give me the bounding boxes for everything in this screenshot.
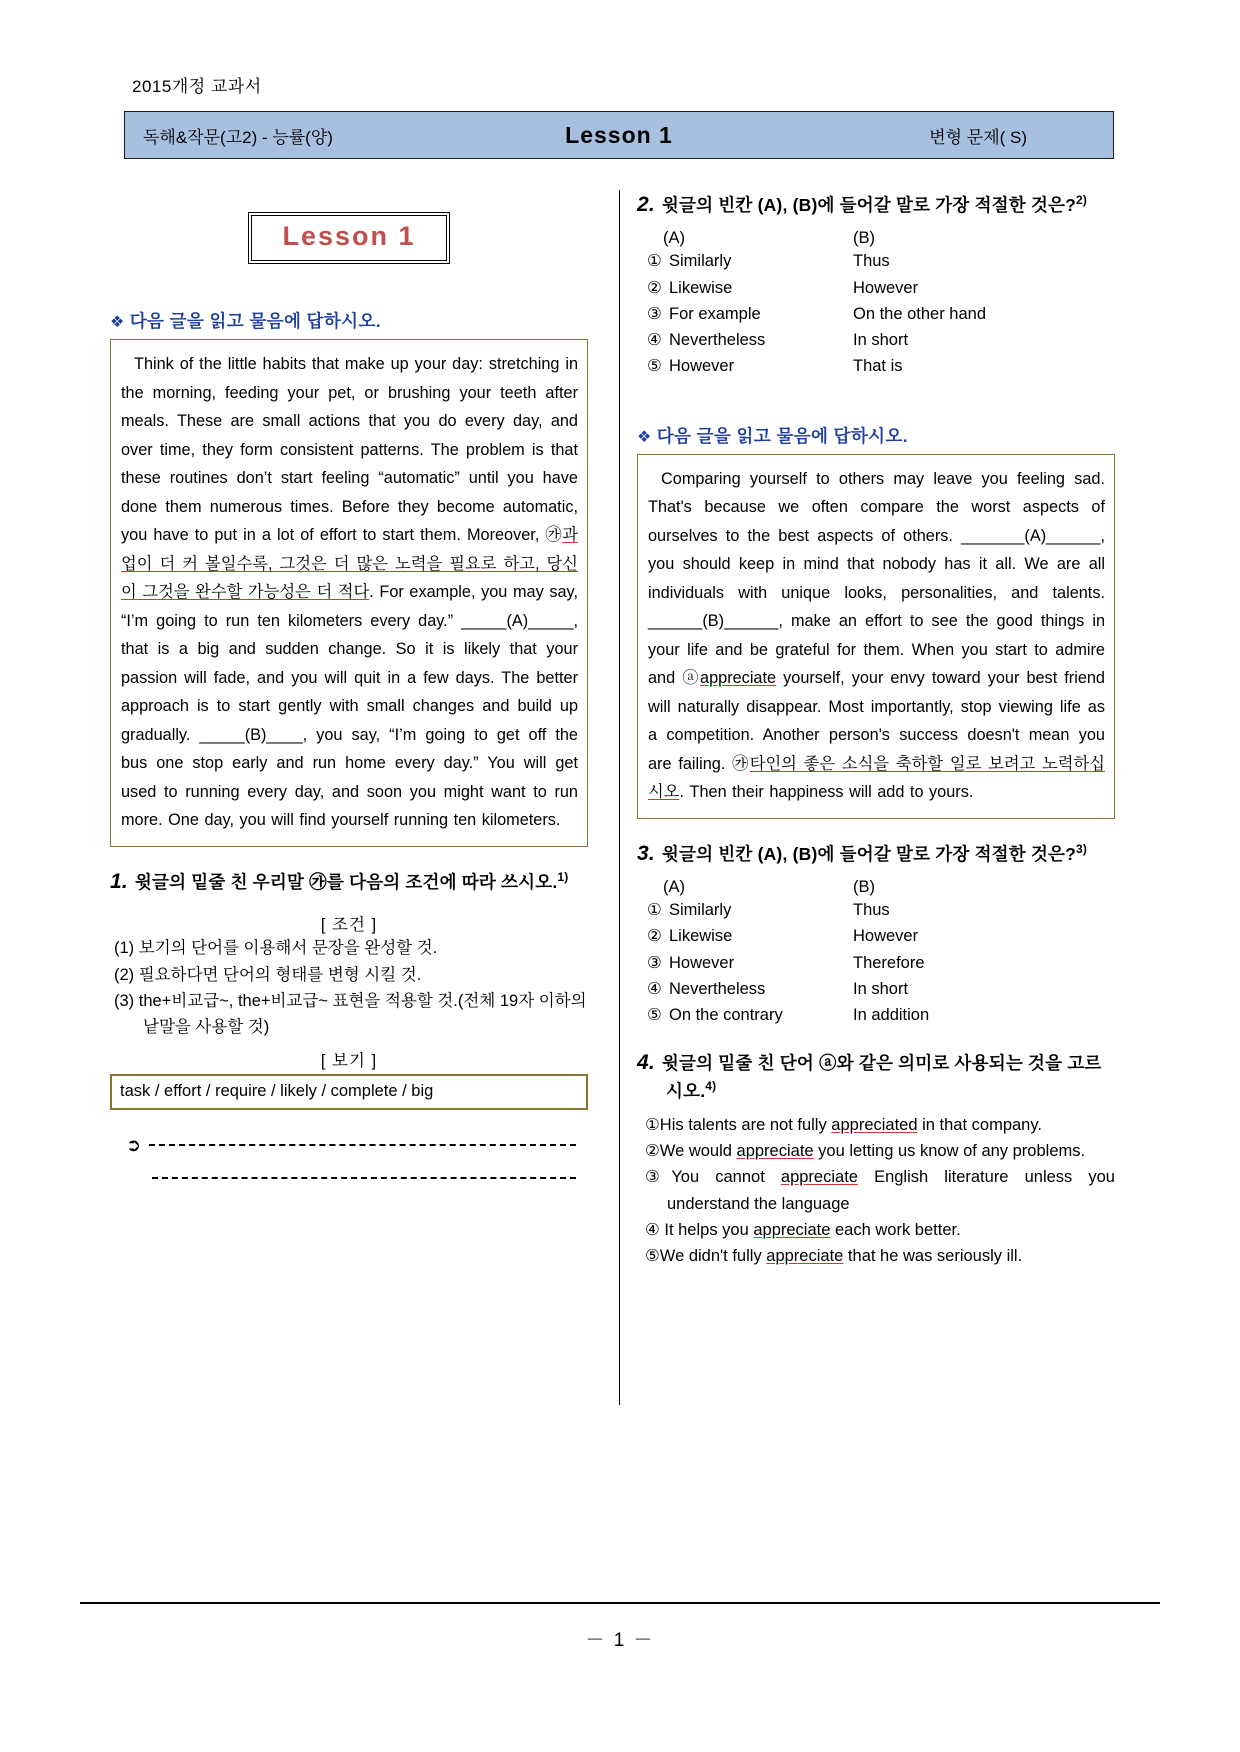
passage1-part1: Think of the little habits that make up your day: stretching in the morning, feeding your pet, or brushing your teeth after meals. These are small actions that you do every day, and over time, they form consistent patterns. The problem is that these routines don’t start feeling “automatic” until you have done them numerous times. Before they become automatic, you have to put in a lot of effort to start them. Moreover, — [121, 355, 578, 545]
passage1-marker-a: ㉮ — [545, 526, 563, 545]
choice-a: Nevertheless — [669, 979, 766, 998]
choice-mark: ③ — [647, 953, 662, 972]
choice-post: you letting us know of any problems. — [813, 1142, 1086, 1161]
choice-underlined-word: appreciated — [831, 1116, 918, 1135]
diamond-bullet-icon: ❖ — [637, 428, 652, 446]
question-2-label-a: (A) — [663, 229, 685, 248]
passage2-part1: Comparing yourself to others may leave you feeling sad. That's because we often compare the worst aspects of ourselves to the best aspects of others. — [648, 469, 1105, 545]
choice-a: Similarly — [669, 252, 732, 271]
passage2-marker-a-circle: ⓐ — [682, 669, 701, 688]
diamond-bullet-icon: ❖ — [110, 314, 125, 331]
question-3-choice-2[interactable] — [637, 923, 1115, 949]
question-1-number: 1. — [110, 869, 128, 893]
question-2-column-labels — [637, 229, 1115, 248]
question-3-label-b: (B) — [853, 878, 875, 897]
bogi-title: [ 보기 ] — [320, 1051, 378, 1070]
question-4-choice-2[interactable] — [645, 1138, 1115, 1164]
choice-mark: ⑤ — [647, 1005, 662, 1024]
choice-b: However — [853, 278, 919, 297]
instruction-line-2 — [637, 423, 1115, 448]
passage1-part3: , that is a big and sudden change. So it is likely that your passion will fade, and you will quit in a few days. The better approach is to start gently with small changes and build up gradually. — [121, 611, 578, 744]
question-4-choice-5[interactable] — [645, 1243, 1115, 1269]
header-variant: 변형 문제( S) — [929, 127, 1027, 147]
question-2-label-b: (B) — [853, 229, 875, 248]
question-2 — [637, 190, 1115, 379]
answer-line-input-1[interactable] — [149, 1143, 576, 1146]
choice-mark: ④ — [647, 979, 662, 998]
choice-a: For example — [669, 304, 761, 323]
question-4-choice-3[interactable] — [645, 1164, 1115, 1216]
choice-pre: His talents are not fully — [659, 1116, 832, 1135]
passage1-part2: . For example, you may say, “I’m going to run ten kilometers every day.” — [121, 583, 578, 630]
passage1-blank-a: _____(A)_____ — [461, 611, 574, 630]
question-4-number: 4. — [637, 1050, 655, 1074]
passage2-blank-a: _______(A)______ — [961, 526, 1101, 545]
header-title: Lesson 1 — [565, 121, 673, 148]
answer-area — [110, 1136, 588, 1179]
choice-b: In short — [853, 330, 909, 349]
footer-rule — [80, 1602, 1160, 1604]
choice-mark: ④ — [645, 1220, 660, 1239]
choice-underlined-word: appreciate — [736, 1142, 814, 1161]
question-1 — [110, 867, 588, 1179]
header-bar — [124, 111, 1114, 159]
answer-row-1 — [110, 1136, 588, 1154]
choice-pre: It helps you — [659, 1220, 754, 1239]
header-subject: 독해&작문(고2) - 능률(양) — [143, 127, 333, 147]
choice-b: In short — [853, 979, 909, 998]
choice-mark: ② — [645, 1142, 660, 1161]
choice-mark: ④ — [647, 330, 662, 349]
question-3-number: 3. — [637, 841, 655, 865]
question-2-choice-3[interactable] — [637, 301, 1115, 327]
passage2-part5: . Then their happiness will add to yours. — [679, 783, 974, 802]
choice-underlined-word: appreciate — [766, 1246, 844, 1265]
choice-b: In addition — [853, 1005, 930, 1024]
choice-b: Thus — [853, 252, 890, 271]
question-4 — [637, 1048, 1115, 1269]
choice-a: Similarly — [669, 901, 732, 920]
question-3-sup: 3) — [1076, 842, 1088, 857]
choice-mark: ⑤ — [647, 356, 662, 375]
textbook-label: 2015개정 교과서 — [132, 77, 262, 96]
question-3-head — [637, 839, 1115, 869]
choice-b: However — [853, 927, 919, 946]
question-4-choice-4[interactable] — [645, 1217, 1115, 1243]
choice-mark: ① — [647, 252, 662, 271]
passage2-part4: yourself, your envy toward your best friend will naturally disappear. Most importantly, stop viewing life as a competition. Another person's success doesn't mean you are failing. — [648, 669, 1105, 773]
question-1-sup: 1) — [557, 869, 569, 884]
lesson-title-text: Lesson 1 — [282, 221, 416, 251]
question-3-choice-5[interactable] — [637, 1002, 1115, 1028]
question-4-choice-1[interactable] — [645, 1112, 1115, 1138]
choice-b: On the other hand — [853, 304, 987, 323]
passage2-part3: , make an effort to see the good things in your life and be grateful for them. When you start to admire and — [648, 612, 1105, 688]
choice-b: Thus — [853, 901, 890, 920]
question-3-label-a: (A) — [663, 878, 685, 897]
question-2-number: 2. — [637, 193, 655, 216]
choice-a: Nevertheless — [669, 330, 766, 349]
choice-mark: ③ — [647, 304, 662, 323]
question-2-head — [637, 190, 1115, 220]
instruction-text-2: 다음 글을 읽고 물음에 답하시오. — [656, 425, 909, 446]
page-number: － 1 － — [585, 1630, 655, 1651]
left-column — [110, 190, 588, 1179]
choice-post: English literature unless you understand the language — [667, 1168, 1115, 1213]
instruction-line-1 — [110, 308, 588, 333]
condition-item-2: (2) 필요하다면 단어의 형태를 변형 시킬 것. — [114, 965, 422, 984]
passage-box-1 — [110, 339, 588, 847]
question-3-choice-3[interactable] — [637, 950, 1115, 976]
condition-item-3: (3) the+비교급~, the+비교급~ 표현을 적용할 것.(전체 19자 이하의 낱말을 사용할 것) — [114, 991, 587, 1037]
condition-title: [ 조건 ] — [320, 916, 378, 935]
question-1-head — [110, 867, 588, 897]
choice-a: However — [669, 953, 735, 972]
choice-underlined-word: appreciate — [780, 1168, 858, 1187]
choice-a: Likewise — [669, 278, 733, 297]
question-3 — [637, 839, 1115, 1028]
arrow-bullet-icon: ➲ — [126, 1134, 142, 1155]
choice-mark: ① — [645, 1116, 660, 1135]
question-1-text: 윗글의 밑줄 친 우리말 ㉮를 다음의 조건에 따라 쓰시오. — [134, 871, 558, 892]
passage2-marker-a: ㉮ — [732, 754, 750, 773]
passage1-korean-underlined: 과업이 더 커 볼일수록, 그것은 더 많은 노력을 필요로 하고, 당신이 그것을 완수할 가능성은 더 적다 — [121, 526, 578, 602]
question-2-choice-5[interactable] — [637, 353, 1115, 379]
instruction-text-1: 다음 글을 읽고 물음에 답하시오. — [129, 311, 382, 331]
question-2-sup: 2) — [1076, 193, 1088, 208]
choice-mark: ② — [647, 278, 662, 297]
choice-post: that he was seriously ill. — [843, 1246, 1023, 1265]
passage1-blank-b: _____(B)____ — [199, 725, 303, 744]
choice-mark: ② — [647, 927, 662, 946]
passage2-part2: , you should keep in mind that nobody has it all. We are all individuals with unique looks, personalities, and talents. — [648, 526, 1105, 602]
choice-a: Likewise — [669, 927, 733, 946]
passage2-korean-underlined: 타인의 좋은 소식을 축하할 일로 보려고 노력하십시오 — [648, 754, 1105, 802]
choice-pre: We didn't fully — [659, 1246, 767, 1265]
right-column — [637, 190, 1115, 1269]
passage2-blank-b: ______(B)______ — [648, 612, 779, 631]
question-4-sup: 4) — [705, 1079, 717, 1094]
question-3-choice-4[interactable] — [637, 976, 1115, 1002]
question-2-choice-2[interactable] — [637, 275, 1115, 301]
choice-a: However — [669, 356, 735, 375]
choice-post: in that company. — [917, 1116, 1042, 1135]
bogi-box: task / effort / require / likely / complete / big — [110, 1074, 588, 1110]
lesson-title-box — [110, 212, 588, 264]
choice-mark: ⑤ — [645, 1246, 660, 1265]
choice-mark: ③ — [645, 1168, 672, 1187]
question-3-choice-1[interactable] — [637, 897, 1115, 923]
choice-underlined-word: appreciate — [753, 1220, 831, 1239]
choice-b: That is — [853, 356, 903, 375]
question-3-text: 윗글의 빈칸 (A), (B)에 들어갈 말로 가장 적절한 것은? — [661, 843, 1077, 864]
question-4-head — [637, 1048, 1115, 1105]
passage2-appreciate-word: appreciate — [700, 669, 777, 688]
choice-post: each work better. — [830, 1220, 961, 1239]
choice-a: On the contrary — [669, 1005, 783, 1024]
choice-pre: You cannot — [671, 1168, 781, 1187]
question-4-text: 윗글의 밑줄 친 단어 ⓐ와 같은 의미로 사용되는 것을 고르시오. — [661, 1052, 1102, 1101]
question-2-choice-1[interactable] — [637, 248, 1115, 274]
answer-line-input-2[interactable] — [152, 1176, 576, 1179]
passage1-part4: , you say, “I’m going to get off the bus one stop early and run home every day.” You will get used to running every day, and soon you might want to run more. One day, you will find yourself running ten kilometers. — [121, 725, 578, 830]
choice-pre: We would — [659, 1142, 737, 1161]
choice-b: Therefore — [853, 953, 925, 972]
question-3-column-labels — [637, 878, 1115, 897]
passage-box-2 — [637, 454, 1115, 819]
column-divider — [619, 190, 620, 1405]
choice-mark: ① — [647, 901, 662, 920]
condition-item-1: (1) 보기의 단어를 이용해서 문장을 완성할 것. — [114, 939, 438, 958]
question-2-choice-4[interactable] — [637, 327, 1115, 353]
question-2-text: 윗글의 빈칸 (A), (B)에 들어갈 말로 가장 적절한 것은? — [661, 195, 1077, 215]
